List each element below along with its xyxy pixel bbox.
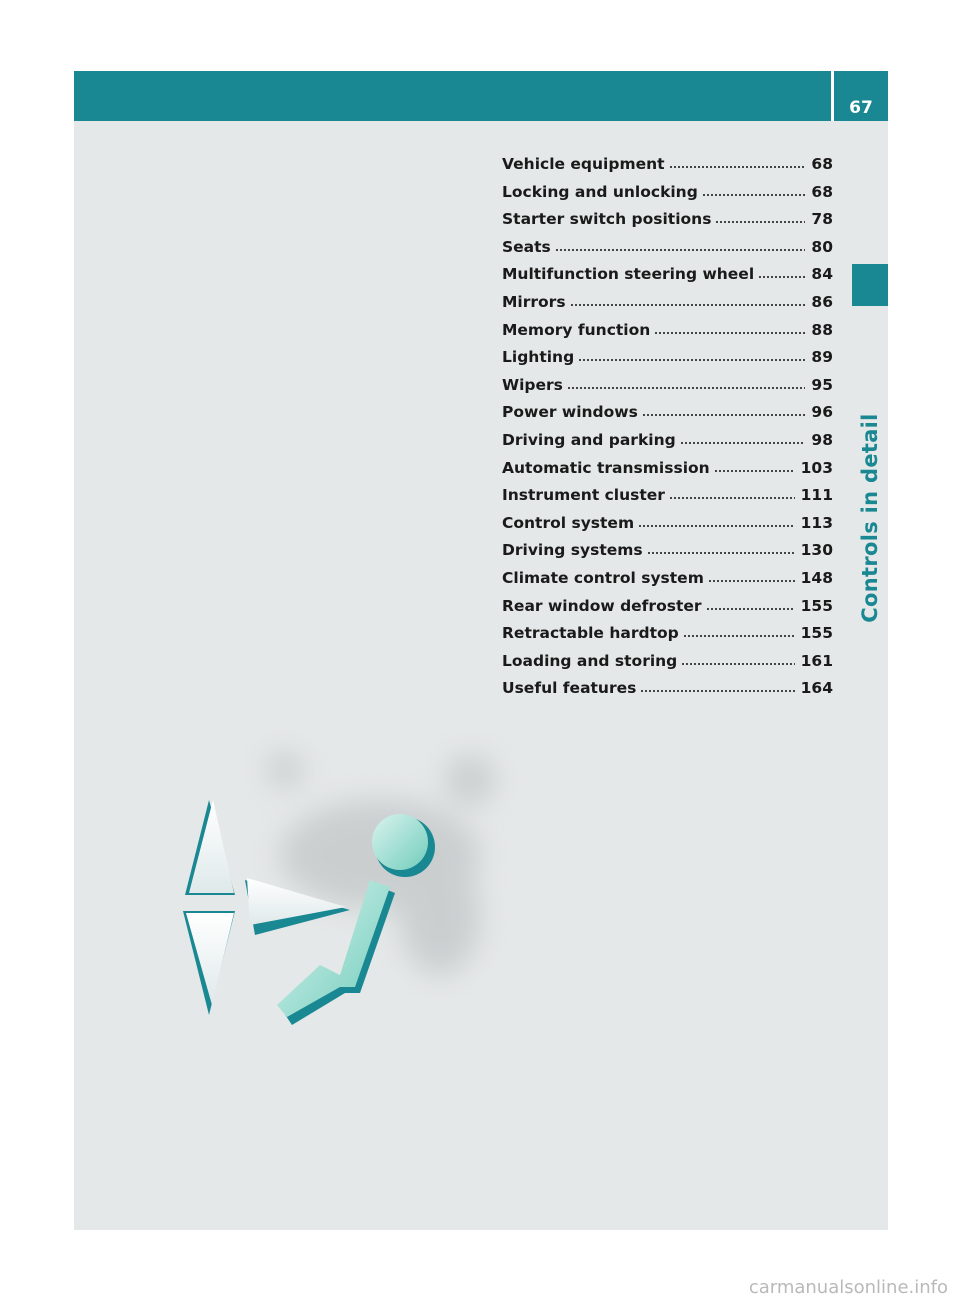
toc-entry-label: Driving systems	[502, 541, 643, 560]
toc-entry-page: 113	[800, 513, 833, 532]
toc-entry-page: 130	[800, 541, 833, 560]
toc-entry-page: 68	[811, 182, 833, 201]
toc-entry[interactable]	[502, 179, 833, 207]
toc-entry-page: 98	[811, 430, 833, 449]
toc-leader-dots	[567, 376, 806, 392]
toc-leader-dots	[669, 486, 795, 502]
table-of-contents	[502, 151, 833, 703]
toc-leader-dots	[555, 238, 806, 254]
toc-leader-dots	[680, 431, 806, 447]
toc-entry[interactable]	[502, 427, 833, 455]
seated-driver-icon	[150, 725, 540, 1045]
header-bar	[74, 71, 888, 121]
toc-entry-label: Multifunction steering wheel	[502, 265, 755, 284]
toc-leader-dots	[642, 403, 806, 419]
toc-entry[interactable]	[502, 455, 833, 483]
toc-entry-label: Lighting	[502, 348, 575, 367]
toc-entry[interactable]	[502, 372, 833, 400]
toc-entry[interactable]	[502, 620, 833, 648]
toc-entry[interactable]	[502, 675, 833, 703]
toc-entry-label: Instrument cluster	[502, 486, 665, 505]
toc-leader-dots	[570, 293, 806, 309]
toc-entry[interactable]	[502, 234, 833, 262]
toc-entry-label: Vehicle equipment	[502, 155, 665, 173]
footer-watermark: carmanualsonline.info	[748, 1277, 948, 1298]
toc-entry-page: 84	[811, 265, 833, 284]
toc-entry[interactable]	[502, 399, 833, 427]
page-number: 67	[849, 98, 873, 118]
toc-entry-label: Automatic transmission	[502, 458, 710, 477]
toc-entry[interactable]	[502, 482, 833, 510]
toc-entry-page: 68	[811, 155, 833, 173]
toc-entry-page: 164	[800, 679, 833, 698]
toc-entry-page: 103	[800, 458, 833, 477]
toc-entry-label: Climate control system	[502, 568, 704, 587]
toc-leader-dots	[714, 459, 795, 475]
toc-entry-label: Retractable hardtop	[502, 624, 679, 643]
toc-entry-page: 155	[800, 624, 833, 643]
toc-entry-page: 161	[800, 651, 833, 670]
toc-leader-dots	[702, 183, 806, 199]
toc-entry-label: Loading and storing	[502, 651, 678, 670]
toc-entry[interactable]	[502, 317, 833, 345]
toc-entry[interactable]	[502, 565, 833, 593]
toc-entry[interactable]	[502, 206, 833, 234]
toc-leader-dots	[578, 348, 805, 364]
toc-entry-label: Driving and parking	[502, 430, 676, 449]
toc-entry-page: 89	[811, 348, 833, 367]
toc-entry[interactable]	[502, 510, 833, 538]
toc-entry-label: Useful features	[502, 679, 637, 698]
toc-leader-dots	[715, 210, 805, 226]
toc-entry-page: 95	[811, 375, 833, 394]
toc-entry[interactable]	[502, 537, 833, 565]
side-tab-marker	[852, 264, 888, 306]
toc-entry[interactable]	[502, 593, 833, 621]
toc-entry-page: 78	[811, 210, 833, 229]
toc-entry-page: 111	[800, 486, 833, 505]
toc-entry-label: Seats	[502, 237, 551, 256]
toc-entry[interactable]	[502, 151, 833, 179]
toc-leader-dots	[681, 652, 794, 668]
toc-entry-page: 96	[811, 403, 833, 422]
toc-entry[interactable]	[502, 344, 833, 372]
toc-leader-dots	[640, 679, 794, 695]
toc-leader-dots	[638, 514, 795, 530]
toc-entry-label: Starter switch positions	[502, 210, 712, 229]
toc-entry-page: 155	[800, 596, 833, 615]
section-title: Controls in detail	[858, 413, 882, 623]
toc-leader-dots	[669, 155, 806, 171]
toc-entry-label: Control system	[502, 513, 635, 532]
toc-entry-page: 148	[800, 568, 833, 587]
toc-leader-dots	[654, 321, 805, 337]
toc-leader-dots	[647, 541, 795, 557]
toc-entry-page: 86	[811, 292, 833, 311]
toc-entry-page: 88	[811, 320, 833, 339]
toc-entry-label: Power windows	[502, 403, 638, 422]
toc-entry-label: Mirrors	[502, 292, 566, 311]
toc-entry-label: Locking and unlocking	[502, 182, 698, 201]
toc-entry-label: Rear window defroster	[502, 596, 702, 615]
toc-leader-dots	[683, 624, 795, 640]
toc-leader-dots	[708, 569, 795, 585]
toc-leader-dots	[706, 597, 795, 613]
toc-entry-page: 80	[811, 237, 833, 256]
toc-leader-dots	[758, 265, 805, 281]
toc-entry[interactable]	[502, 648, 833, 676]
toc-entry-label: Wipers	[502, 375, 563, 394]
toc-entry[interactable]	[502, 261, 833, 289]
toc-entry-label: Memory function	[502, 320, 651, 339]
toc-entry[interactable]	[502, 289, 833, 317]
